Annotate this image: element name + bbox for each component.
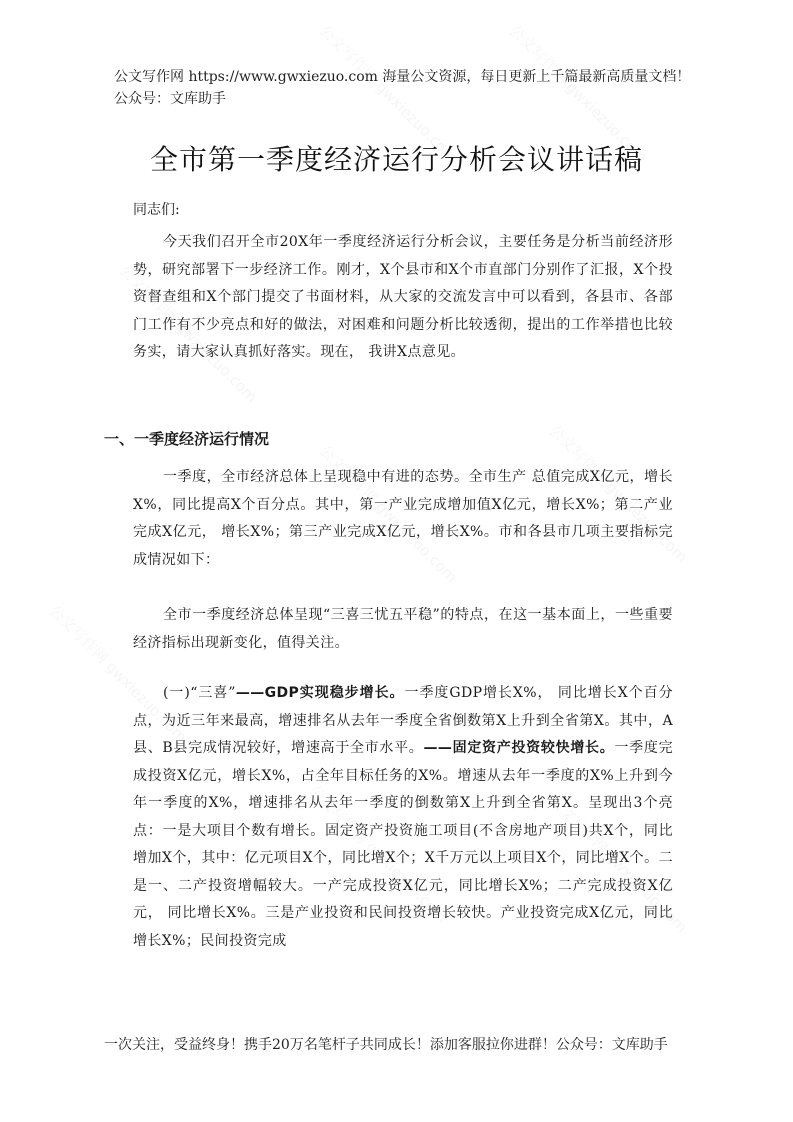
paragraph-overview: 一季度，全市经济总体上呈现稳中有进的态势。全市生产 总值完成X亿元，增长X%，同比提高X个百分点。其中，第一产业完成增加值X亿元，增长X%；第二产业完成X亿元， 增长X%；第三产业完成X亿元，增长X%。市和各县市几项主要指标完成情况如下： [133,469,673,568]
site-footer-text: 一次关注，受益终身！携手20万名笔杆子共同成长！添加客服拉你进群！公众号：文库助手 [104,1037,668,1053]
intro-paragraph: 今天我们召开全市20X年一季度经济运行分析会议，主要任务是分析当前经济形势，研究部署下一步经济工作。刚才，X个县市和X个市直部门分别作了汇报，X个投资督查组和X个部门提交了书面材料，从大家的交流发言中可以看到，各县市、各部门工作有不少亮点和好的做法，对困难和问题分析比较透彻，提出的工作举措也比较务实，请大家认真抓好落实。现在， 我讲X点意见。 [133,234,673,360]
site-header-text: 公文写作网 https://www.gwxiezuo.com 海量公文资源，每日更新上千篇最新高质量文档！ 公众号：文库助手 [114,69,691,107]
salutation: 同志们: [133,202,180,218]
bold-subheading: ——GDP实现稳步增长。 [235,685,405,701]
bold-subheading: ——固定资产投资较快增长。 [423,740,615,756]
document-title: 全市第一季度经济运行分析会议讲话稿 [149,143,643,176]
paragraph-text: 一季度GDP增长X%， 同比增长X个百分点，为近三年来最高，增速排名从去年一季度全省倒数第X上升到全省第X。其中，A县、B县完成情况较好，增速高于全市水平。 [133,685,673,756]
section-heading: 一、一季度经济运行情况 [104,430,270,448]
paragraph-text: 一季度完成投资X亿元，增长X%，占全年目标任务的X%。增速从去年一季度的X%上升到今年一季度的X%，增速排名从去年一季度的倒数第X上升到全省第X。呈现出3个亮点：一是大项目个数有增长。固定资产投资施工项目(不含房地产项目)共X个，同比增加X个，其中：亿元项目X个，同比增X个；X千万元以上项目X个，同比增X个。二是一、二产投资增幅较大。一产完成投资X亿元，同比增长X%；二产完成投资X亿元， 同比增长X%。三是产业投资和民间投资增长较快。产业投资完成X亿元，同比增长X%；民间投资完成 [133,740,673,949]
paragraph-three-joys [133,680,673,955]
paragraph-text: (一)“三喜” [163,685,236,701]
paragraph-features: 全市一季度经济总体呈现“三喜三忧五平稳”的特点，在这一基本面上，一些重要经济指标出现新变化，值得关注。 [133,607,673,651]
